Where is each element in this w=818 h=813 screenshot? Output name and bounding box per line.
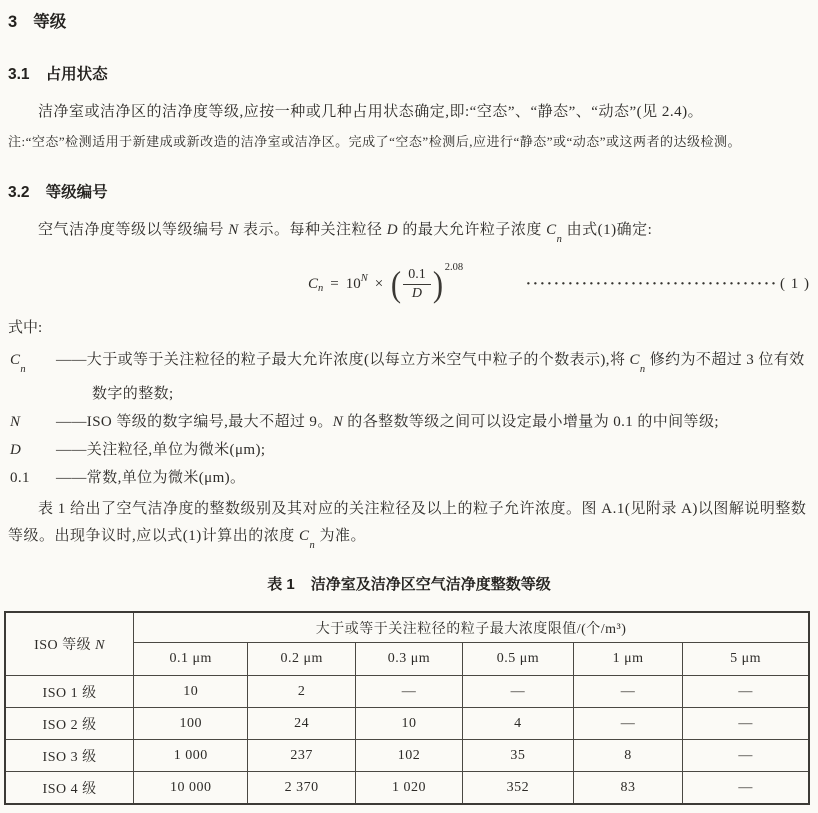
cell: 10 xyxy=(356,708,463,740)
section-3-heading xyxy=(8,8,810,32)
formula-var-C: C xyxy=(308,275,319,292)
row-label-iso1: ISO 1 级 xyxy=(5,676,134,708)
section-3-title: 等级 xyxy=(33,13,67,31)
row-label-iso2: ISO 2 级 xyxy=(5,708,134,740)
definition-N xyxy=(8,408,810,436)
table-row xyxy=(5,676,809,708)
definition-text: 的各整数等级之间可以设定最小增量为 0.1 的中间等级; xyxy=(343,414,719,430)
cell: — xyxy=(356,676,463,708)
definition-description xyxy=(56,346,810,408)
definition-01 xyxy=(8,464,810,492)
paragraph-text: 由式(1)确定: xyxy=(562,222,653,238)
formula-exponent-208: 2.08 xyxy=(444,261,464,273)
cell: 24 xyxy=(248,708,356,740)
cell: — xyxy=(573,676,682,708)
equation-1 xyxy=(8,260,810,308)
cell: 100 xyxy=(134,708,248,740)
definition-text: 修约为不超过 3 位有效数字的整数; xyxy=(92,352,805,402)
fraction-numerator: 0.1 xyxy=(403,267,431,285)
subheader-01um: 0.1 μm xyxy=(134,643,248,676)
cell: 8 xyxy=(573,740,682,772)
paragraph-class-number xyxy=(8,218,810,248)
formula-exponent-N: N xyxy=(360,272,368,284)
definition-text: ——大于或等于关注粒径的粒子最大允许浓度(以每立方米空气中粒子的个数表示),将 xyxy=(56,352,630,368)
section-3-1-number: 3.1 xyxy=(8,66,30,83)
fraction-denominator: D xyxy=(411,285,423,301)
cell: 35 xyxy=(462,740,573,772)
section-3-1-title: 占用状态 xyxy=(45,66,108,83)
section-3-1-heading xyxy=(8,62,810,84)
cell: 237 xyxy=(248,740,356,772)
definition-description xyxy=(56,436,810,464)
definition-term xyxy=(10,408,56,436)
subheader-05um: 0.5 μm xyxy=(462,643,573,676)
cell: 4 xyxy=(462,708,573,740)
cell: 2 370 xyxy=(248,772,356,805)
cell: — xyxy=(683,676,809,708)
paragraph-text: 的最大允许粒子浓度 xyxy=(398,222,547,238)
paragraph-text: 表 1 给出了空气洁净度的整数级别及其对应的关注粒径及以上的粒子允许浓度。图 A.1(见附录 A)以图解说明整数等级。出现争议时,应以式(1)计算出的浓度 xyxy=(8,501,807,544)
inline-var-C: C xyxy=(629,352,640,368)
inline-var-Cn-sub: n xyxy=(309,540,316,551)
iso-class-table xyxy=(4,611,810,805)
table-row xyxy=(5,708,809,740)
cell: — xyxy=(573,708,682,740)
formula-var-C-sub: n xyxy=(318,282,324,294)
cell: — xyxy=(683,772,809,805)
row-label-iso4: ISO 4 级 xyxy=(5,772,134,805)
cell: 352 xyxy=(462,772,573,805)
row-label-iso3: ISO 3 级 xyxy=(5,740,134,772)
paragraph-text: 为准。 xyxy=(315,528,367,544)
definition-description xyxy=(56,464,810,492)
definition-text: ——常数,单位为微米(μm)。 xyxy=(56,470,246,486)
cell: — xyxy=(683,740,809,772)
equation-number: ( 1 ) xyxy=(780,275,810,292)
definition-term xyxy=(10,436,56,464)
corner-header-text: ISO 等级 xyxy=(34,638,96,653)
cell: 102 xyxy=(356,740,463,772)
cell: 1 000 xyxy=(134,740,248,772)
corner-header-var: N xyxy=(95,638,106,653)
close-paren: ) xyxy=(432,263,443,304)
table-1-title xyxy=(8,573,810,594)
note-block xyxy=(8,130,810,154)
inline-var-Cn: C xyxy=(299,528,310,544)
dot-leader: ···································· xyxy=(525,275,778,292)
section-3-2-title: 等级编号 xyxy=(45,184,108,201)
term-sub: n xyxy=(20,364,27,375)
term-var: D xyxy=(10,442,22,458)
table-1-title-text: 洁净室及洁净区空气洁净度整数等级 xyxy=(310,576,551,593)
definition-D xyxy=(8,436,810,464)
term-var: C xyxy=(10,352,21,368)
where-label: 式中: xyxy=(8,320,43,336)
subheader-1um: 1 μm xyxy=(573,643,682,676)
paragraph-table-intro xyxy=(8,496,810,555)
cell: 1 020 xyxy=(356,772,463,805)
inline-var-C-sub: n xyxy=(639,364,646,375)
table-1-label: 表 1 xyxy=(267,576,295,593)
table-row xyxy=(5,740,809,772)
note-label: 注: xyxy=(8,134,26,149)
definition-term xyxy=(10,346,56,408)
paragraph-text: 表示。每种关注粒径 xyxy=(238,222,387,238)
table-header-row-1 xyxy=(5,612,809,643)
open-paren: ( xyxy=(391,263,402,304)
table-row xyxy=(5,772,809,805)
definition-text: ——ISO 等级的数字编号,最大不超过 9。 xyxy=(56,414,333,430)
term-const: 0.1 xyxy=(10,470,30,486)
definition-text: ——关注粒径,单位为微米(μm); xyxy=(56,442,266,458)
inline-var-N: N xyxy=(332,414,344,430)
corner-header-cell xyxy=(5,612,134,676)
variable-N: N xyxy=(228,222,239,238)
span-header-cell: 大于或等于关注粒径的粒子最大浓度限值/(个/m³) xyxy=(134,612,809,643)
cell: 10 xyxy=(134,676,248,708)
section-3-2-heading xyxy=(8,180,810,202)
fraction xyxy=(403,267,431,302)
section-3-2-number: 3.2 xyxy=(8,184,30,201)
equals-sign: = xyxy=(330,275,339,292)
equation-expression xyxy=(308,261,464,304)
definition-term xyxy=(10,464,56,492)
term-var: N xyxy=(10,414,21,430)
paragraph-occupancy-states: 洁净室或洁净区的洁净度等级,应按一种或几种占用状态确定,即:“空态”、“静态”、“动态”(见 2.4)。 xyxy=(38,104,704,120)
variable-Cn-sub: n xyxy=(556,234,563,245)
subheader-02um: 0.2 μm xyxy=(248,643,356,676)
variable-D: D xyxy=(386,222,399,238)
definition-Cn xyxy=(8,346,810,408)
cell: 83 xyxy=(573,772,682,805)
section-3-number: 3 xyxy=(8,13,18,31)
note-text: “空态”检测适用于新建成或新改造的洁净室或洁净区。完成了“空态”检测后,应进行“静态”或“动态”或这两者的达级检测。 xyxy=(25,134,742,149)
cell: — xyxy=(683,708,809,740)
formula-base-10: 10 xyxy=(345,275,361,292)
cell: 10 000 xyxy=(134,772,248,805)
subheader-5um: 5 μm xyxy=(683,643,809,676)
subheader-03um: 0.3 μm xyxy=(356,643,463,676)
cell: — xyxy=(462,676,573,708)
paragraph-text: 空气洁净度等级以等级编号 xyxy=(38,222,229,238)
variable-Cn: C xyxy=(546,222,557,238)
definition-description xyxy=(56,408,810,436)
cell: 2 xyxy=(248,676,356,708)
multiply-sign: × xyxy=(374,275,384,292)
